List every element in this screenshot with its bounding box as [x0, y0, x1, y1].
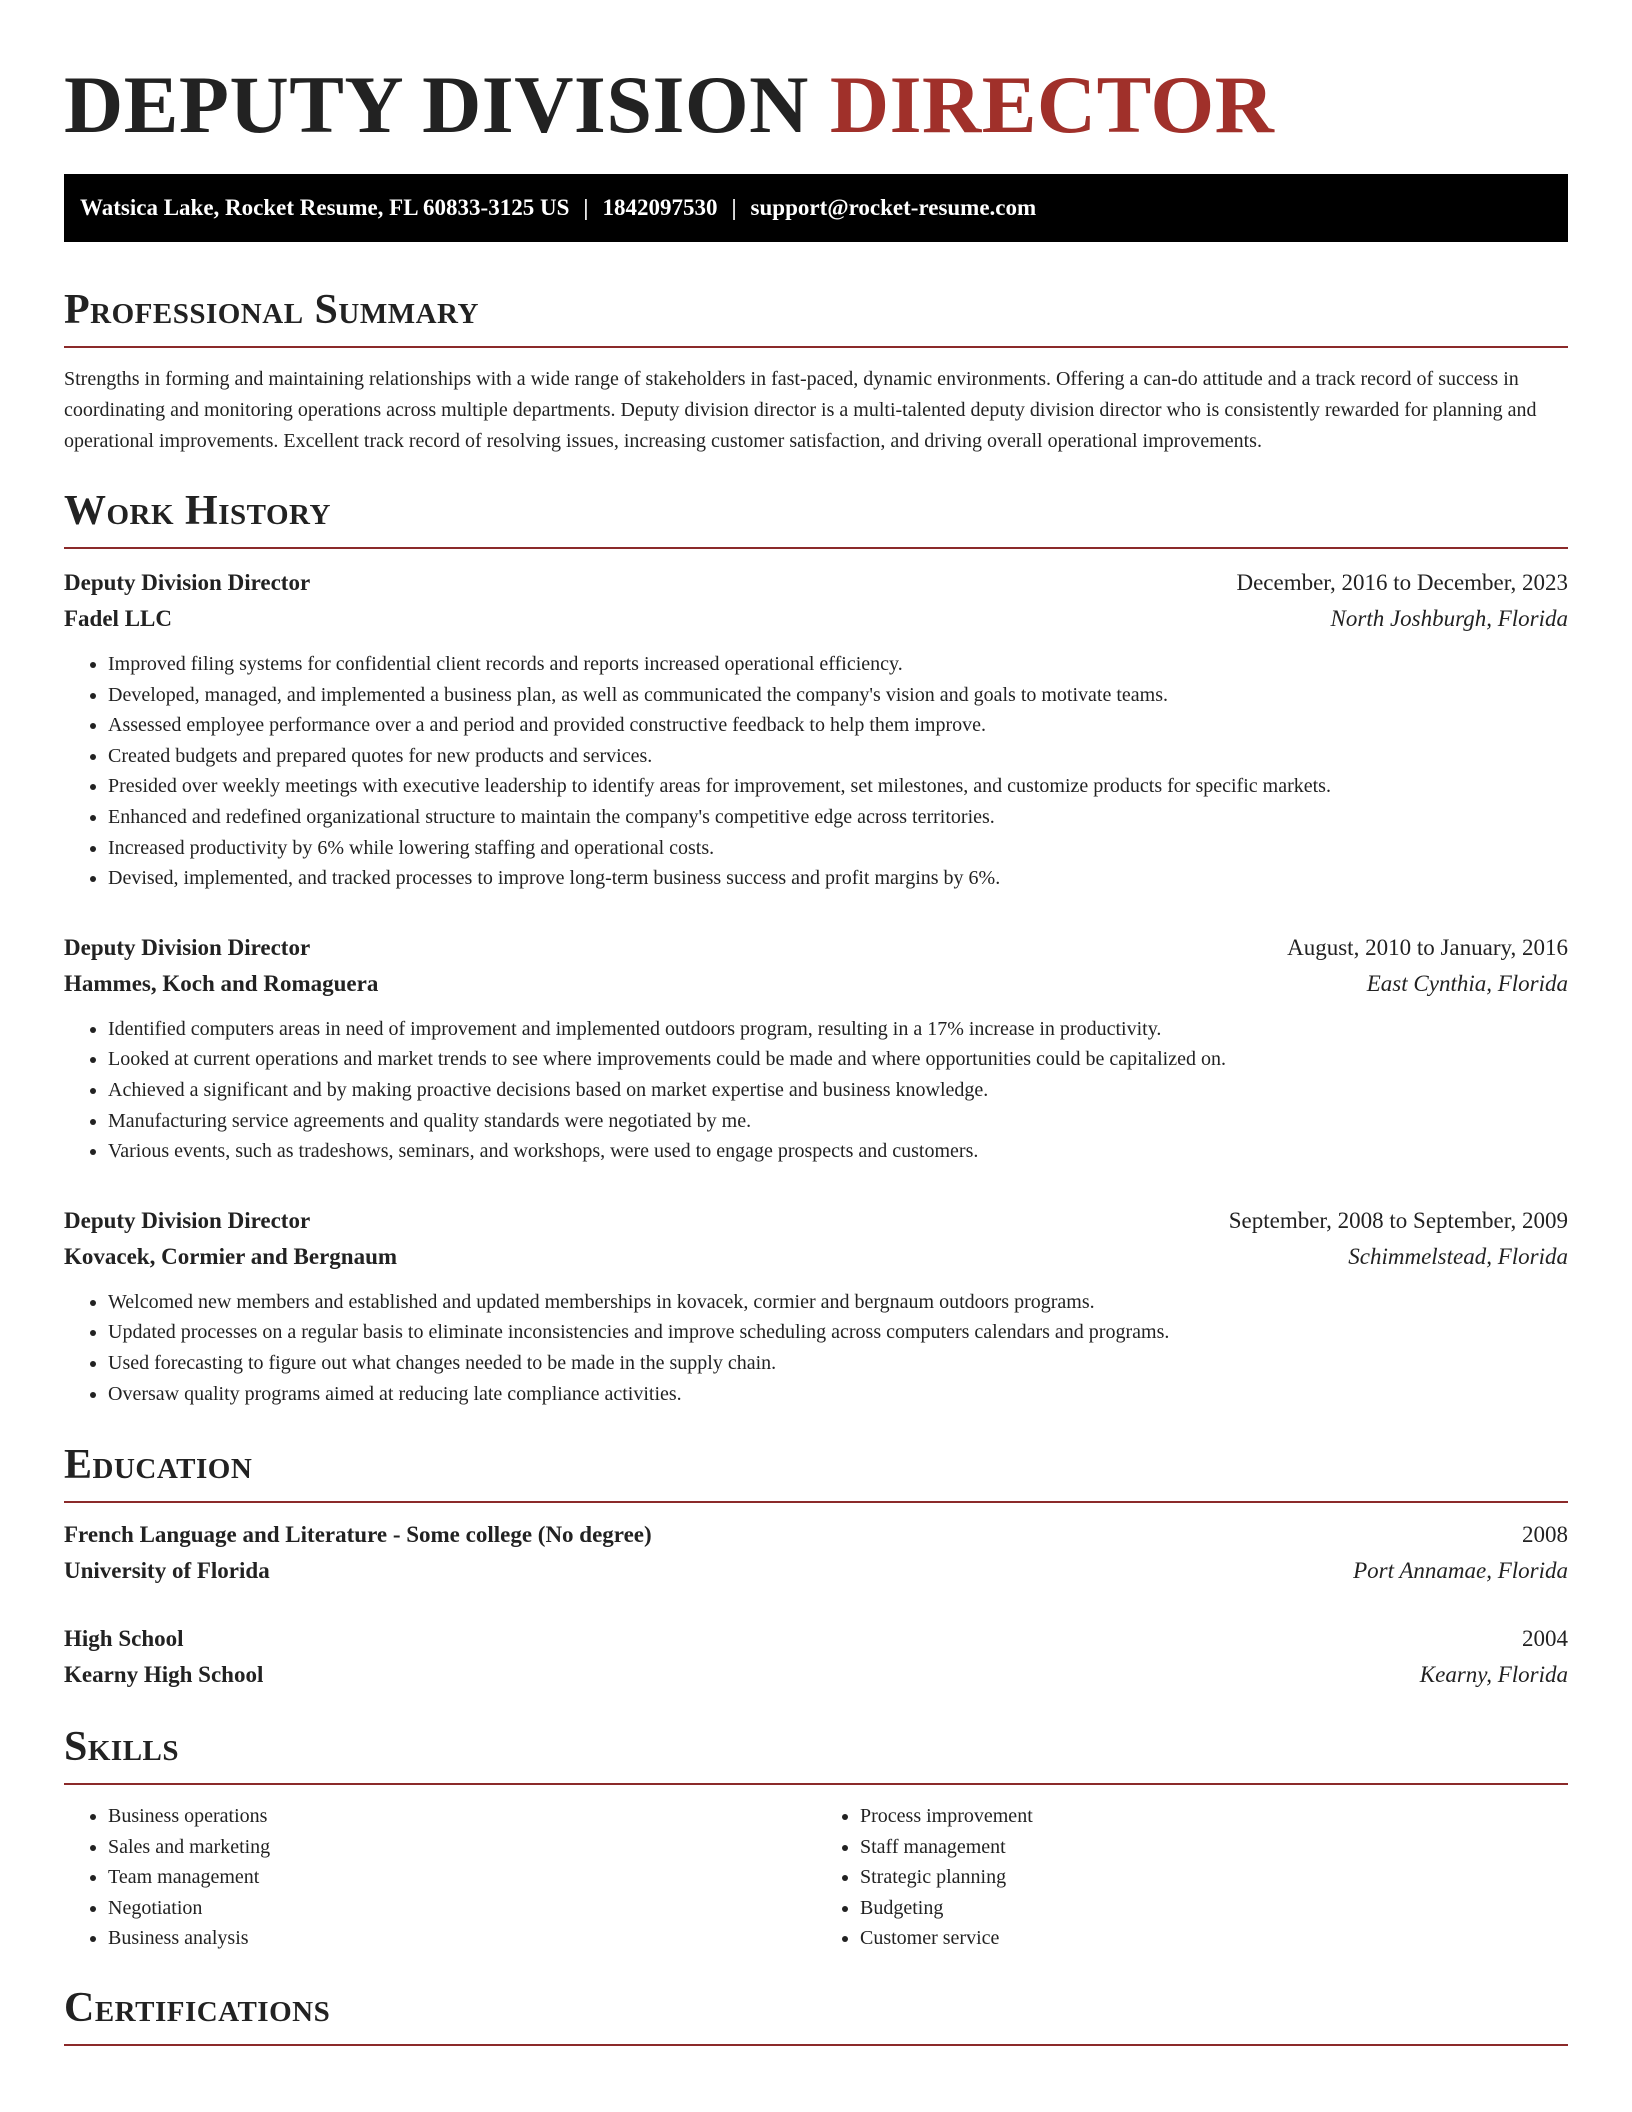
education-entry	[64, 1517, 1568, 1589]
education-degree-row	[64, 1517, 1568, 1553]
contact-separator: |	[731, 195, 737, 220]
job-company-row	[64, 1239, 1568, 1275]
summary-section	[64, 284, 1568, 457]
education-location: Kearny, Florida	[1419, 1662, 1568, 1688]
job-bullet: • Various events, such as tradeshows, seminars, and workshops, were used to engage prospects and customers.	[108, 1136, 1568, 1167]
job-dates: December, 2016 to December, 2023	[1236, 570, 1568, 595]
job-bullet: • Improved filing systems for confidential client records and reports increased operational efficiency.	[108, 649, 1568, 680]
job-bullet: • Developed, managed, and implemented a business plan, as well as communicated the company's vision and goals to motivate teams.	[108, 680, 1568, 711]
job-bullet: • Used forecasting to figure out what changes needed to be made in the supply chain.	[108, 1348, 1568, 1379]
skill-item: • Team management	[108, 1862, 816, 1893]
job-bullet: • Identified computers areas in need of improvement and implemented outdoors program, resulting in a 17% increase in productivity.	[108, 1014, 1568, 1045]
work-history-section	[64, 485, 1568, 1409]
job-bullet: • Devised, implemented, and tracked processes to improve long-term business success and profit margins by 6%.	[108, 863, 1568, 894]
skills-columns	[64, 1801, 1568, 1954]
name-first: DEPUTY DIVISION	[64, 59, 809, 150]
job-entry	[64, 1203, 1568, 1409]
job-bullet: • Assessed employee performance over a and period and provided constructive feedback to help them improve.	[108, 710, 1568, 741]
education-degree: High School	[64, 1626, 184, 1652]
job-entry	[64, 930, 1568, 1167]
section-title-education: Education	[64, 1439, 1568, 1503]
education-section	[64, 1439, 1568, 1693]
job-bullets	[64, 1014, 1568, 1167]
name-last: DIRECTOR	[829, 59, 1275, 150]
job-bullet: • Enhanced and redefined organizational structure to maintain the company's competitive edge across territories.	[108, 802, 1568, 833]
resume-name	[64, 0, 1568, 152]
job-entry	[64, 565, 1568, 894]
skills-list-left	[64, 1801, 816, 1954]
education-school: Kearny High School	[64, 1662, 264, 1688]
education-degree-row	[64, 1621, 1568, 1657]
job-bullet: • Looked at current operations and market trends to see where improvements could be made and where opportunities could be capitalized on.	[108, 1044, 1568, 1075]
skill-item: • Budgeting	[860, 1893, 1568, 1924]
section-title-skills: Skills	[64, 1721, 1568, 1785]
education-school: University of Florida	[64, 1558, 270, 1584]
summary-text: Strengths in forming and maintaining relationships with a wide range of stakeholders in fast-paced, dynamic environments. Offering a can-do attitude and a track record of success in coordinating and monitoring operations across multiple departments. Deputy division director is a multi-talented deputy division director who is consistently rewarded for planning and operational improvements. Excellent track record of resolving issues, increasing customer satisfaction, and driving overall operational improvements.	[64, 368, 1537, 452]
job-bullet: • Achieved a significant and by making proactive decisions based on market expertise and business knowledge.	[108, 1075, 1568, 1106]
contact-separator: |	[583, 195, 589, 220]
section-title-summary: Professional Summary	[64, 284, 1568, 348]
job-position: Deputy Division Director	[64, 570, 311, 595]
job-bullet: • Presided over weekly meetings with executive leadership to identify areas for improvement, set milestones, and customize products for specific markets.	[108, 771, 1568, 802]
job-dates: September, 2008 to September, 2009	[1228, 1207, 1568, 1233]
skills-section	[64, 1721, 1568, 1954]
skill-item: • Business operations	[108, 1801, 816, 1832]
job-bullets	[64, 1287, 1568, 1409]
job-header-row	[64, 565, 1568, 601]
education-year: 2004	[1522, 1626, 1568, 1652]
skill-item: • Process improvement	[860, 1801, 1568, 1832]
job-bullets	[64, 649, 1568, 894]
job-location: Schimmelstead, Florida	[1348, 1243, 1568, 1269]
job-bullet: • Increased productivity by 6% while lowering staffing and operational costs.	[108, 833, 1568, 864]
skill-item: • Staff management	[860, 1832, 1568, 1863]
contact-email: support@rocket-resume.com	[750, 195, 1037, 220]
skill-item: • Negotiation	[108, 1893, 816, 1924]
job-position: Deputy Division Director	[64, 1207, 311, 1233]
job-position: Deputy Division Director	[64, 934, 311, 960]
skills-list-right	[816, 1801, 1568, 1954]
job-company: Kovacek, Cormier and Bergnaum	[64, 1243, 398, 1269]
job-company: Fadel LLC	[64, 606, 172, 631]
education-year: 2008	[1522, 1522, 1568, 1548]
section-title-work-history: Work History	[64, 485, 1568, 549]
job-company-row	[64, 966, 1568, 1002]
education-school-row	[64, 1553, 1568, 1589]
job-bullet: • Manufacturing service agreements and quality standards were negotiated by me.	[108, 1106, 1568, 1137]
job-company-row	[64, 601, 1568, 637]
skill-item: • Sales and marketing	[108, 1832, 816, 1863]
job-location: North Joshburgh, Florida	[1330, 606, 1568, 631]
job-header-row	[64, 930, 1568, 966]
certifications-section	[64, 1982, 1568, 2046]
job-bullet: • Created budgets and prepared quotes for new products and services.	[108, 741, 1568, 772]
contact-phone: 1842097530	[602, 195, 718, 220]
section-title-certifications: Certifications	[64, 1982, 1568, 2046]
education-entry	[64, 1621, 1568, 1693]
job-bullet: • Updated processes on a regular basis to eliminate inconsistencies and improve scheduling across computers calendars and programs.	[108, 1317, 1568, 1348]
skill-item: • Business analysis	[108, 1923, 816, 1954]
job-company: Hammes, Koch and Romaguera	[64, 970, 379, 996]
education-location: Port Annamae, Florida	[1353, 1558, 1568, 1584]
education-school-row	[64, 1657, 1568, 1693]
job-header-row	[64, 1203, 1568, 1239]
contact-bar	[64, 174, 1568, 242]
job-bullet: • Welcomed new members and established and updated memberships in kovacek, cormier and bergnaum outdoors programs.	[108, 1287, 1568, 1318]
job-location: East Cynthia, Florida	[1366, 970, 1568, 996]
contact-address: Watsica Lake, Rocket Resume, FL 60833-3125 US	[80, 195, 570, 220]
job-dates: August, 2010 to January, 2016	[1287, 934, 1568, 960]
education-degree: French Language and Literature - Some college (No degree)	[64, 1522, 652, 1548]
skill-item: • Strategic planning	[860, 1862, 1568, 1893]
skill-item: • Customer service	[860, 1923, 1568, 1954]
job-bullet: • Oversaw quality programs aimed at reducing late compliance activities.	[108, 1379, 1568, 1410]
